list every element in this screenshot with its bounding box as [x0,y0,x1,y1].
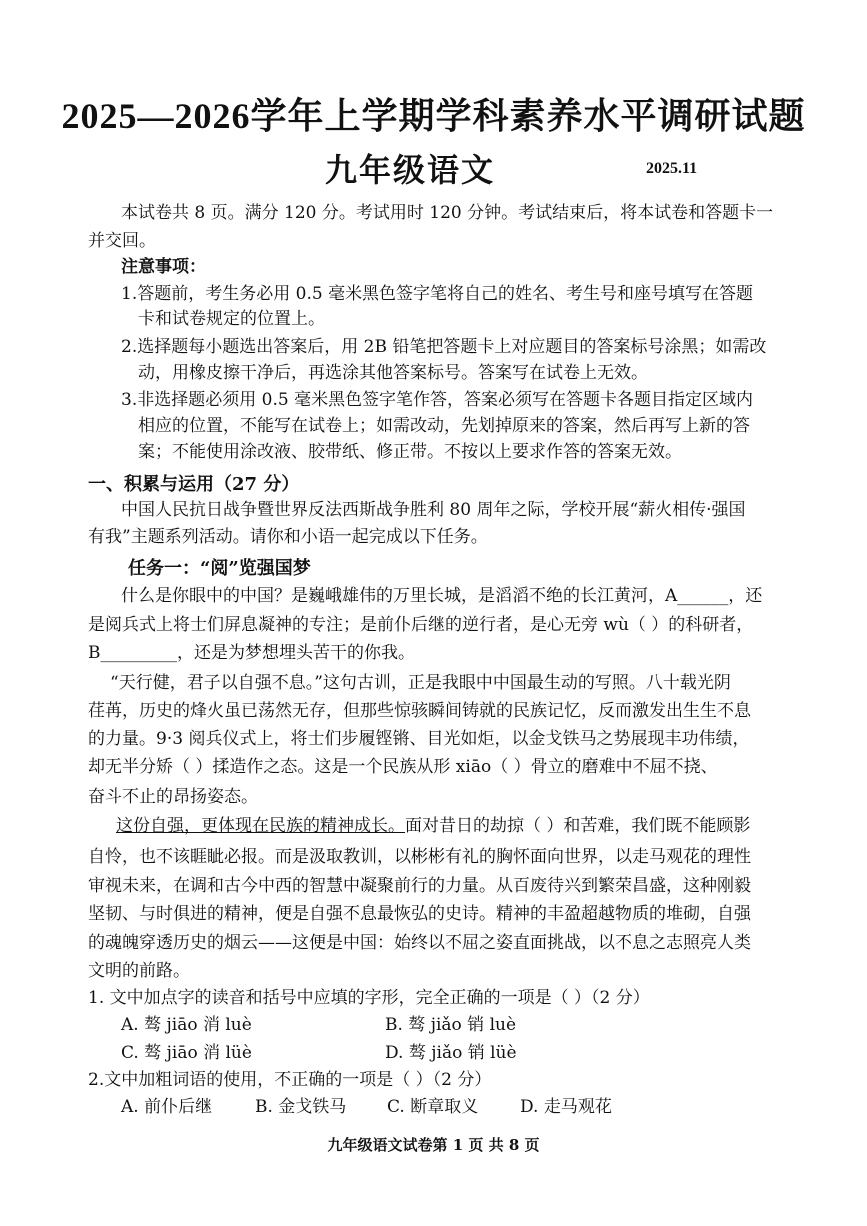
question-1-option-a[interactable]: A. 骜 jiāo 消 luè [121,1015,252,1035]
question-1-option-c[interactable]: C. 骜 jiāo 消 lüè [121,1043,252,1063]
section-1-intro-line-1: 中国人民抗日战争暨世界反法西斯战争胜利 80 周年之际，学校开展“薪火相传·强国 [121,500,746,520]
passage-p2-line-4: 却无半分矫（ ）揉造作之态。这是一个民族从形 xiāo（ ）骨立的磨难中不屈不挠、 [88,757,718,777]
passage-p2-line-2: 荏苒，历史的烽火虽已荡然无存，但那些惊骇瞬间铸就的民族记忆，反而激发出生生不息 [88,701,751,721]
exam-date: 2025.11 [646,160,698,177]
passage-p3-line-3: 审视未来，在调和古今中西的智慧中凝聚前行的力量。从百废待兴到繁荣昌盛，这种刚毅 [88,876,751,896]
question-1-option-d[interactable]: D. 骜 jiǎo 销 lüè [385,1043,517,1063]
passage-p2-line-3: 的力量。9·3 阅兵仪式上，将士们步履铿锵、目光如炬，以金戈铁马之势展现丰功伟绩， [88,729,750,749]
question-1-option-b[interactable]: B. 骜 jiǎo 销 luè [385,1015,517,1035]
passage-p2-line-1: “天行健，君子以自强不息。”这句古训，正是我眼中中国最生动的写照。八十载光阴 [110,673,731,693]
question-2-option-c[interactable]: C. 断章取义 [387,1097,479,1117]
passage-p3-line-2: 自怜，也不该睚眦必报。而是汲取教训，以彬彬有礼的胸怀面向世界，以走马观花的理性 [88,847,751,867]
passage-p2-line-5: 奋斗不止的昂扬姿态。 [88,787,258,807]
question-2-stem: 2.文中加粗词语的使用，不正确的一项是（ ）（2 分） [88,1070,492,1090]
intro-line-2: 并交回。 [88,231,156,251]
underlined-sentence: 这份自强，更体现在民族的精神成长。 [116,816,405,836]
notes-heading: 注意事项： [121,257,206,277]
passage-p1-line-1: 什么是你眼中的中国？是巍峨雄伟的万里长城，是滔滔不绝的长江黄河，A______，还 [121,586,763,606]
passage-p3-line-5: 的魂魄穿透历史的烟云——这便是中国：始终以不屈之姿直面挑战，以不息之志照亮人类 [88,933,751,953]
note-2-line-2: 动，用橡皮擦干净后，再选涂其他答案标号。答案写在试卷上无效。 [138,363,648,383]
intro-line-1: 本试卷共 8 页。满分 120 分。考试用时 120 分钟。考试结束后，将本试卷和答题卡一 [121,203,774,223]
note-3-line-2: 相应的位置，不能写在试卷上；如需改动，先划掉原来的答案，然后再写上新的答 [138,416,750,436]
note-3-line-3: 案；不能使用涂改液、胶带纸、修正带。不按以上要求作答的答案无效。 [138,442,682,462]
note-1-line-2: 卡和试卷规定的位置上。 [138,309,325,329]
exam-title: 2025—2026学年上学期学科素养水平调研试题 [61,96,806,136]
question-1-stem: 1. 文中加点字的读音和括号中应填的字形，完全正确的一项是（ ）（2 分） [88,988,650,1008]
section-1-heading: 一、积累与运用（27 分） [88,474,300,495]
exam-subtitle: 九年级语文 [325,152,496,188]
note-1-line-1: 1.答题前，考生务必用 0.5 毫米黑色签字笔将自己的姓名、考生号和座号填写在答题 [121,284,754,304]
passage-p3-line-1-rest: 面对昔日的劫掠（ ）和苦难，我们既不能顾影 [405,816,751,836]
passage-p3-line-4: 坚韧、与时俱进的精神，便是自强不息最恢弘的史诗。精神的丰盈超越物质的堆砌，自强 [88,904,751,924]
note-3-line-1: 3.非选择题必须用 0.5 毫米黑色签字笔作答，答案必须写在答题卡各题目指定区域内 [121,390,754,410]
question-2-option-d[interactable]: D. 走马观花 [520,1097,612,1117]
question-2-option-b[interactable]: B. 金戈铁马 [255,1097,347,1117]
page-footer: 九年级语文试卷第 1 页 共 8 页 [327,1136,540,1154]
passage-p1-line-2: 是阅兵式上将士们屏息凝神的专注；是前仆后继的逆行者，是心无旁 wù（ ）的科研者， [88,615,754,635]
question-2-option-a[interactable]: A. 前仆后继 [121,1097,213,1117]
passage-p3-line-6: 文明的前路。 [88,961,190,981]
task-1-heading: 任务一：“阅”览强国梦 [128,558,311,579]
passage-p3-line-1 [116,815,750,837]
section-1-intro-line-2: 有我”主题系列活动。请你和小语一起完成以下任务。 [88,527,488,547]
note-2-line-1: 2.选择题每小题选出答案后，用 2B 铅笔把答题卡上对应题目的答案标号涂黑；如需改 [121,337,767,357]
passage-p1-line-3: B_________，还是为梦想埋头苦干的你我。 [88,643,415,663]
